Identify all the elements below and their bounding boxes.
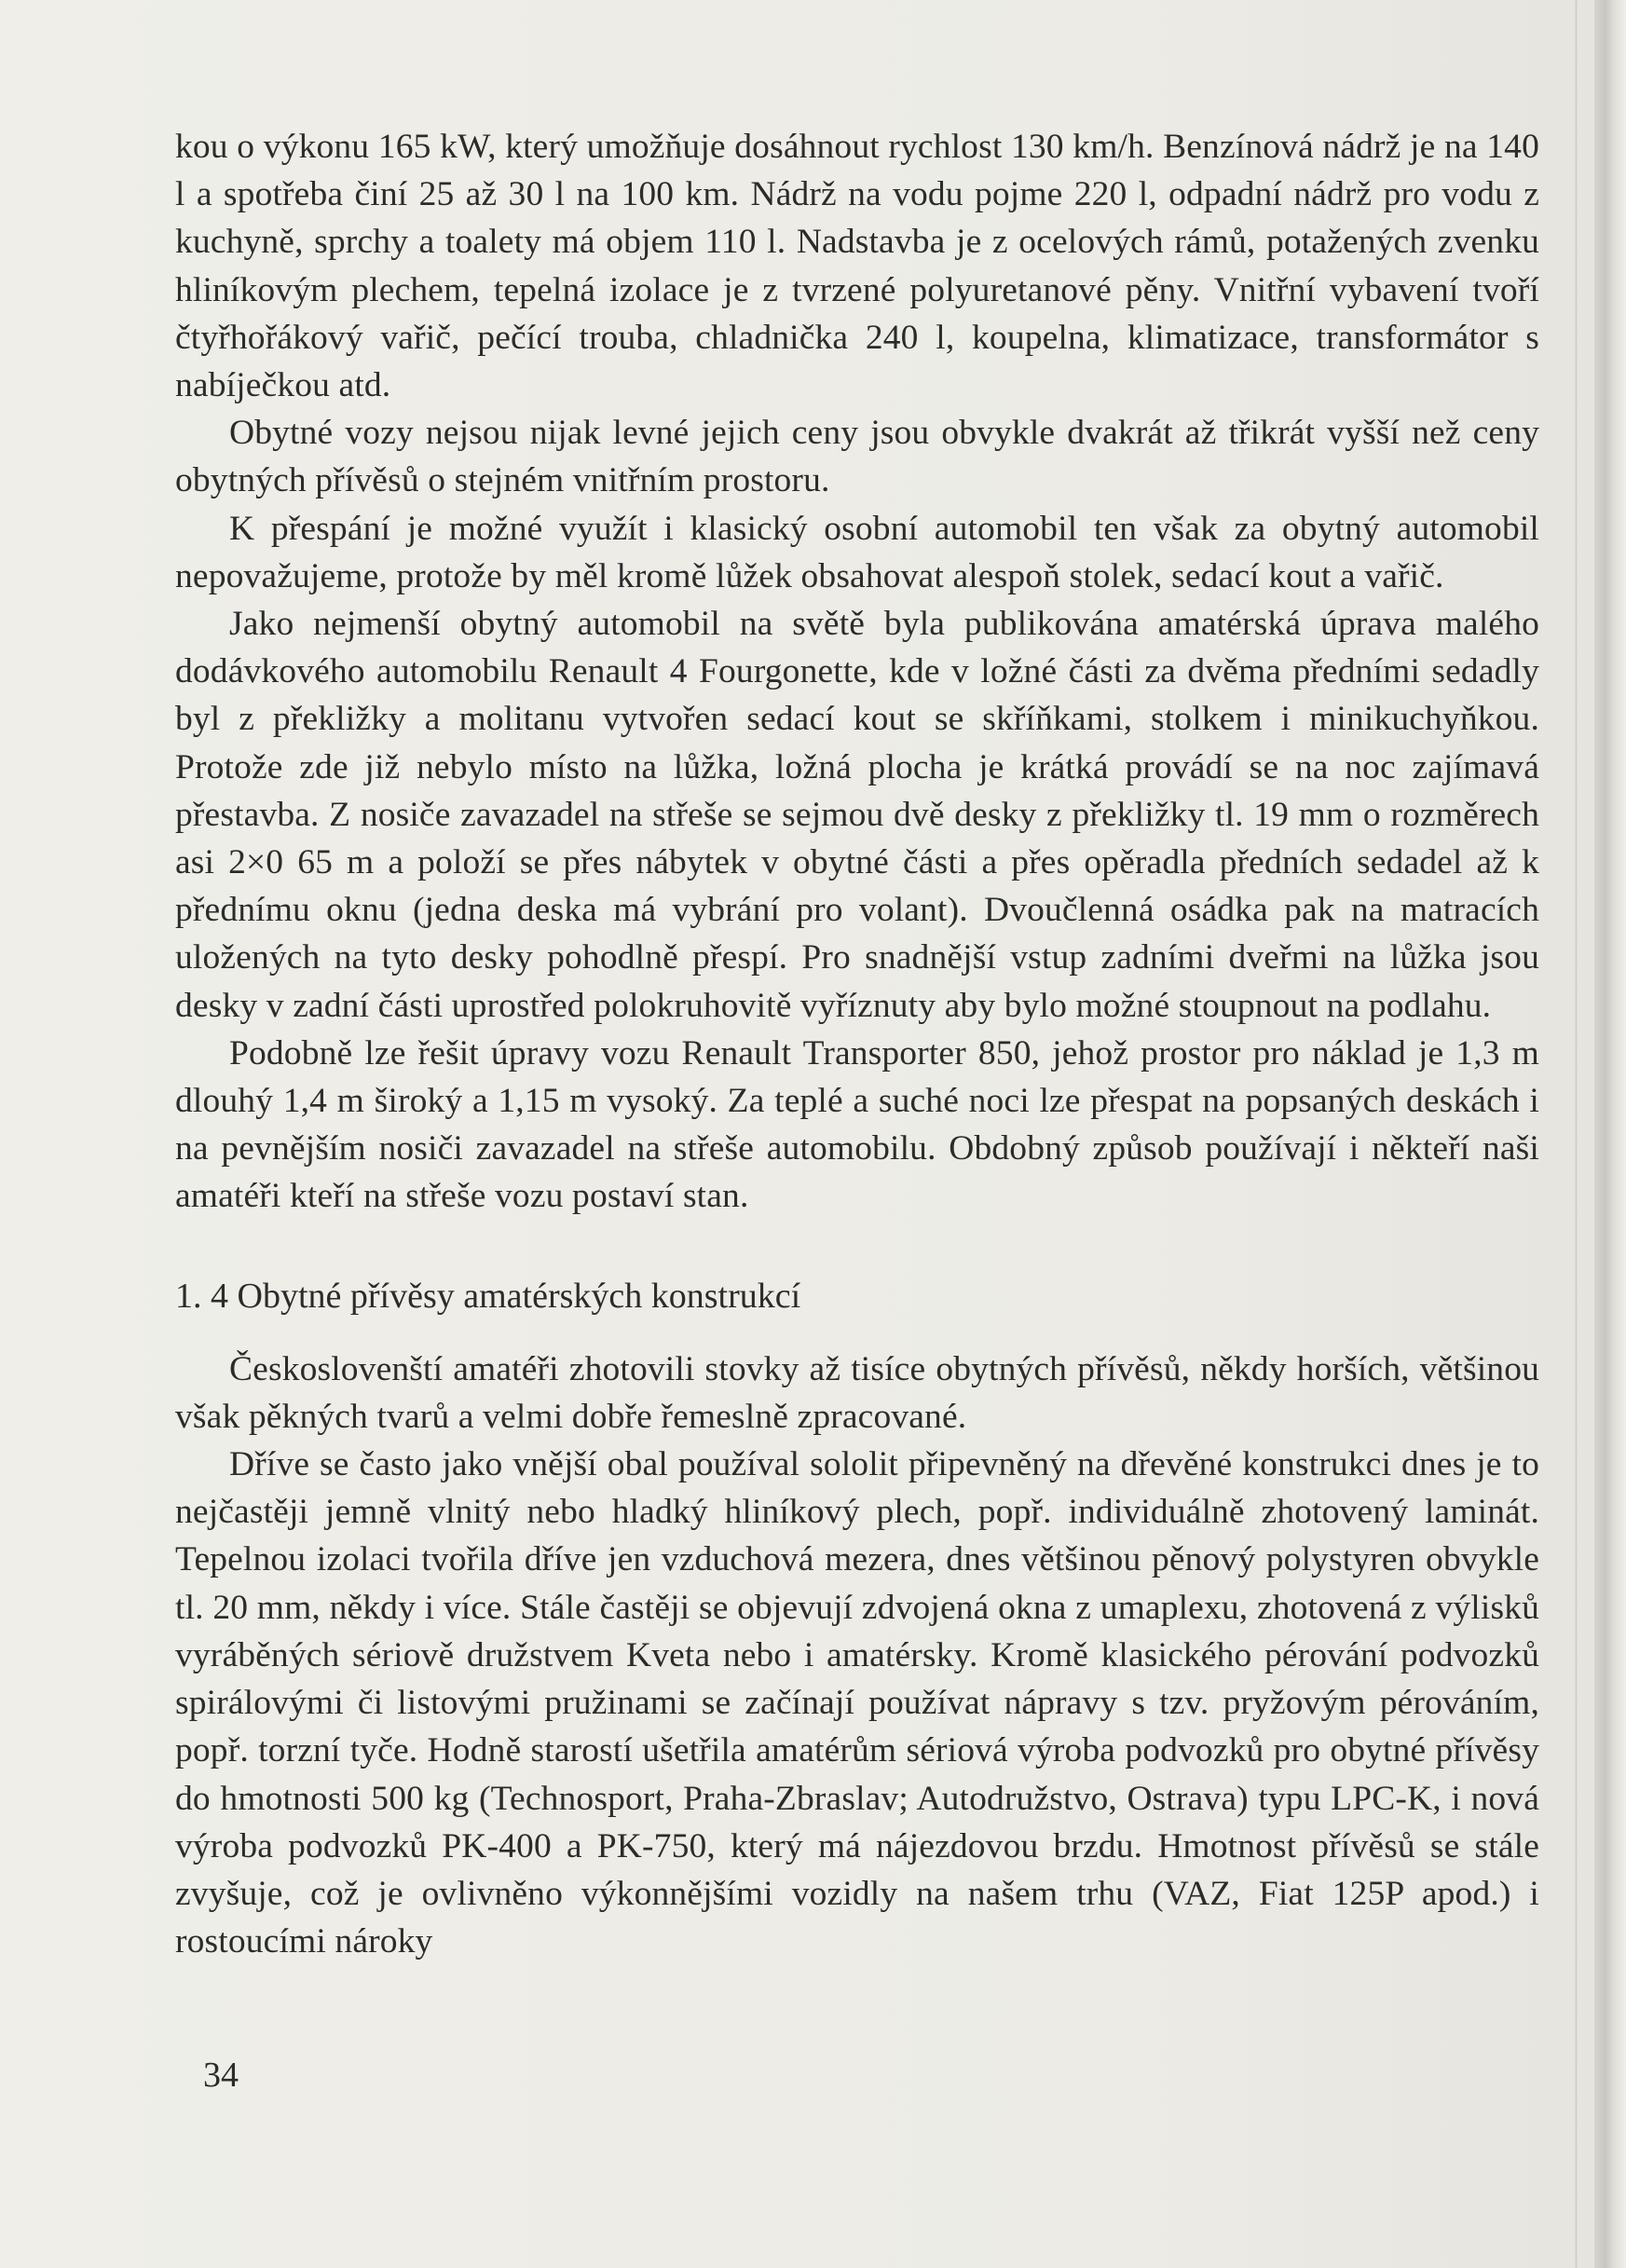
page-edge	[1594, 0, 1626, 2268]
paragraph-5: Podobně lze řešit úpravy vozu Renault Transporter 850, jehož prostor pro náklad je 1,3 m dlouhý 1,4 m široký a 1,15 m vysoký. Za teplé a suché noci lze přespat na popsaných deskách i na pevnějším nosiči zavazadel na střeše automobilu. Obdobný způsob používají i někteří naši amatéři kteří na střeše vozu postaví stan.	[175, 1033, 1539, 1216]
paragraph-7: Dříve se často jako vnější obal používal sololit připevněný na dřevěné konstrukci dnes je to nejčastěji jemně vlnitý nebo hladký hliníkový plech, popř. individuálně zhotovený laminát. Tepelnou izolaci tvořila dříve jen vzduchová mezera, dnes většinou pěnový polystyren obvykle tl. 20 mm, někdy i více. Stále častěji se objevují zdvojená okna z umaplexu, zhotovená z výlisků vyráběných sériově družstvem Kveta nebo i amatérsky. Kromě klasického pérování podvozků spirálovými či listovými pružinami se začínají používat nápravy s tzv. pryžovým pérováním, popř. torzní tyče. Hodně starostí ušetřila amatérům sériová výroba podvozků pro obytné přívěsy do hmotnosti 500 kg (Technosport, Praha-Zbraslav; Autodružstvo, Ostrava) typu LPC-K, i nová výroba podvozků PK-400 a PK-750, který má nájezdovou brzdu. Hmotnost přívěsů se stále zvyšuje, což je ovlivněno výkonnějšími vozidly na našem trhu (VAZ, Fiat 125P apod.) i rostoucími nároky	[175, 1445, 1539, 1961]
paragraph-4: Jako nejmenší obytný automobil na světě byla publikována amatérská úprava malého dodávkového automobilu Renault 4 Fourgonette, kde v ložné části za dvěma předními sedadly byl z překližky a molitanu vytvořen sedací kout se skříňkami, stolkem i minikuchyňkou. Protože zde již nebylo místo na lůžka, ložná plocha je krátká provádí se na noc zajímavá přestavba. Z nosiče zavazadel na střeše se sejmou dvě desky z překližky tl. 19 mm o rozměrech asi 2×0 65 m a položí se přes nábytek v obytné části a přes opěradla předních sedadel až k přednímu oknu (jedna deska má vybrání pro volant). Dvoučlenná osádka pak na matracích uložených na tyto desky pohodlně přespí. Pro snadnější vstup zadními dveřmi na lůžka jsou desky v zadní části uprostřed polokruhovitě vyříznuty aby bylo možné stoupnout na podlahu.	[175, 605, 1539, 1025]
page-number: 34	[203, 2056, 239, 2095]
page-content	[175, 123, 1539, 1965]
paragraph-2: Obytné vozy nejsou nijak levné jejich ceny jsou obvykle dvakrát až třikrát vyšší než ceny obytných přívěsů o stejném vnitřním prostoru.	[175, 414, 1539, 500]
paragraph-1: kou o výkonu 165 kW, který umožňuje dosáhnout rychlost 130 km/h. Benzínová nádrž je na 140 l a spotřeba činí 25 až 30 l na 100 km. Nádrž na vodu pojme 220 l, odpadní nádrž pro vodu z kuchyně, sprchy a toalety má objem 110 l. Nadstavba je z ocelových rámů, potažených zvenku hliníkovým plechem, tepelná izolace je z tvrzené polyuretanové pěny. Vnitřní vybavení tvoří čtyřhořákový vařič, pečící trouba, chladnička 240 l, koupelna, klimatizace, transformátor s nabíječkou atd.	[175, 128, 1539, 405]
paragraph-3: K přespání je možné využít i klasický osobní automobil ten však za obytný automobil nepovažujeme, protože by měl kromě lůžek obsahovat alespoň stolek, sedací kout a vařič.	[175, 509, 1539, 595]
paragraph-6: Českoslovenští amatéři zhotovili stovky až tisíce obytných přívěsů, někdy horších, většinou však pěkných tvarů a velmi dobře řemeslně zpracované.	[175, 1349, 1539, 1436]
section-heading: 1. 4 Obytné přívěsy amatérských konstrukcí	[175, 1276, 801, 1316]
page-fold-line	[1575, 0, 1578, 2268]
